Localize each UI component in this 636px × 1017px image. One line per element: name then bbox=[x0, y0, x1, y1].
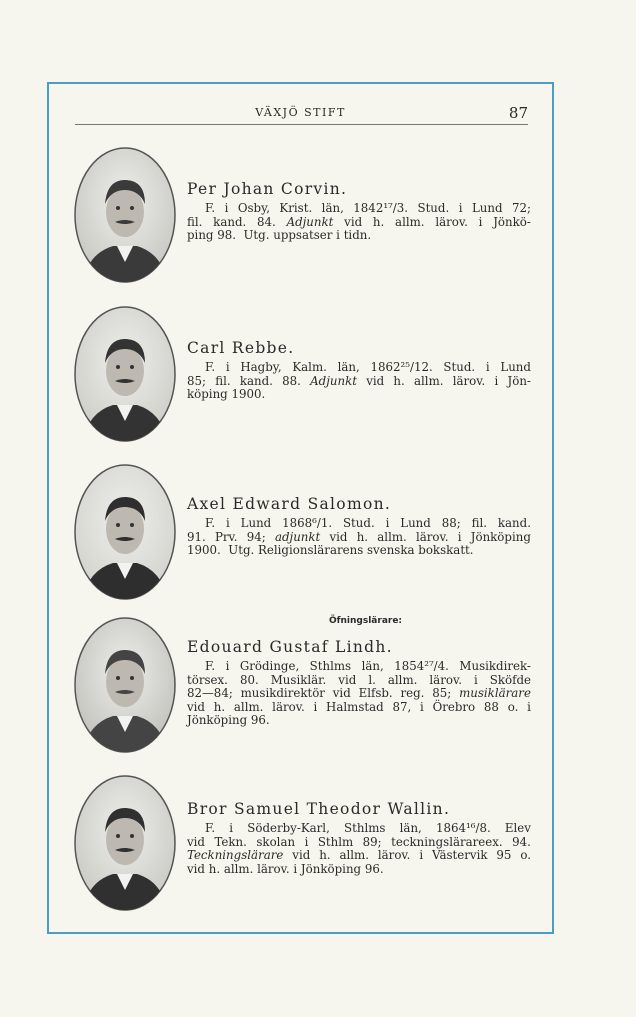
word: Lund bbox=[400, 516, 431, 530]
word: F. bbox=[205, 516, 216, 530]
word: i bbox=[304, 834, 309, 849]
word: 1854²⁷/4. bbox=[394, 659, 449, 673]
biography-line bbox=[187, 202, 531, 216]
word: Halmstad bbox=[326, 699, 384, 714]
word: 88; bbox=[441, 516, 461, 530]
word: reg. bbox=[400, 686, 425, 701]
page-number: 87 bbox=[508, 104, 528, 122]
word: allm. bbox=[387, 672, 418, 687]
word: allm. bbox=[377, 529, 407, 544]
word: Jönkö- bbox=[493, 214, 531, 229]
word: kand. bbox=[497, 516, 531, 530]
word: allm. bbox=[339, 848, 369, 863]
running-header bbox=[49, 104, 552, 122]
word: 87, bbox=[392, 699, 412, 714]
biography-line bbox=[187, 687, 531, 701]
word: Osby, bbox=[237, 201, 270, 215]
word: 94. bbox=[512, 834, 531, 849]
word: Stud. bbox=[443, 360, 476, 374]
word: i bbox=[485, 360, 490, 374]
word: 94; bbox=[246, 529, 266, 544]
word: län, bbox=[361, 659, 384, 673]
word: Lund bbox=[471, 201, 503, 215]
text-segment: Jönköping 96. bbox=[187, 713, 270, 728]
word: törsex. bbox=[187, 672, 228, 687]
word: i bbox=[473, 672, 478, 687]
word: 95 bbox=[496, 848, 512, 863]
word: F. bbox=[205, 201, 216, 215]
word: 80. bbox=[239, 672, 259, 687]
word: i bbox=[313, 699, 318, 714]
word: allm. bbox=[233, 699, 264, 714]
word: h. bbox=[372, 214, 385, 229]
page-frame bbox=[47, 82, 554, 934]
biography-line bbox=[187, 229, 531, 243]
word: i bbox=[385, 516, 390, 530]
word: Krist. bbox=[279, 201, 313, 215]
word: i bbox=[225, 360, 230, 374]
word: lärov. bbox=[415, 529, 449, 544]
word: i bbox=[457, 529, 462, 544]
portrait-photo bbox=[73, 146, 177, 284]
word: lärov. bbox=[377, 848, 411, 863]
word: 88 bbox=[483, 699, 499, 714]
word: Adjunkt bbox=[286, 214, 334, 229]
biography-line bbox=[187, 216, 531, 230]
word: Musiklär. bbox=[270, 672, 327, 687]
biography-line bbox=[187, 822, 531, 836]
word: h. bbox=[213, 699, 226, 714]
word: län, bbox=[399, 821, 422, 835]
word: 85; bbox=[187, 373, 206, 388]
word: Kalm. bbox=[292, 360, 327, 374]
word: Tekn. bbox=[214, 834, 247, 849]
header-rule bbox=[75, 124, 528, 125]
biography-entry bbox=[187, 638, 531, 728]
text-segment: 1900. Utg. Religionslärarens svenska bokskatt. bbox=[187, 543, 474, 558]
word: l. bbox=[368, 672, 376, 687]
person-name: Carl Rebbe. bbox=[187, 339, 295, 357]
word: i bbox=[494, 373, 499, 388]
biography-line bbox=[187, 375, 531, 389]
word: vid bbox=[329, 529, 348, 544]
word: allm. bbox=[395, 214, 425, 229]
word: vid bbox=[332, 686, 351, 701]
word: Elev bbox=[504, 821, 531, 835]
word: Stud. bbox=[417, 201, 450, 215]
word: musiklärare bbox=[459, 686, 531, 701]
word: Adjunkt bbox=[310, 373, 357, 388]
portrait-photo bbox=[73, 305, 177, 443]
word: 84. bbox=[257, 214, 276, 229]
biography-entry bbox=[187, 339, 531, 402]
word: kand. bbox=[239, 373, 273, 388]
word: vid bbox=[187, 834, 205, 849]
word: i bbox=[225, 659, 230, 673]
word: 85; bbox=[432, 686, 452, 701]
biography-line bbox=[187, 849, 531, 863]
word: lärov. bbox=[272, 699, 305, 714]
word: Lund bbox=[240, 516, 272, 530]
word: vid bbox=[338, 672, 357, 687]
word: Örebro bbox=[432, 699, 476, 714]
word: skolan bbox=[256, 834, 296, 849]
word: Stud. bbox=[342, 516, 375, 530]
word: 88. bbox=[282, 373, 301, 388]
word: i bbox=[458, 201, 463, 215]
word: vid bbox=[366, 373, 385, 388]
biography-entry bbox=[187, 495, 531, 558]
text-segment: köping 1900. bbox=[187, 387, 266, 402]
biography-line bbox=[187, 660, 531, 674]
word: fil. bbox=[187, 214, 203, 229]
portrait-photo bbox=[73, 616, 177, 754]
word: Sköfde bbox=[489, 672, 531, 687]
word: 1862²⁵/12. bbox=[370, 360, 433, 374]
word: i bbox=[527, 699, 531, 714]
word: Grödinge, bbox=[239, 659, 300, 673]
word: lärov. bbox=[429, 672, 462, 687]
biography-line bbox=[187, 388, 531, 402]
word: musikdirektör bbox=[240, 686, 325, 701]
portrait-photo bbox=[73, 463, 177, 601]
word: o. bbox=[520, 848, 531, 863]
word: Sthlm bbox=[317, 834, 354, 849]
word: 1868⁶/1. bbox=[282, 516, 333, 530]
word: F. bbox=[205, 821, 216, 835]
biography-line bbox=[187, 544, 531, 558]
biography-line bbox=[187, 531, 531, 545]
word: h. bbox=[356, 529, 369, 544]
word: h. bbox=[319, 848, 331, 863]
word: adjunkt bbox=[274, 529, 321, 544]
word: vid bbox=[292, 848, 311, 863]
word: län, bbox=[321, 201, 344, 215]
biography-line bbox=[187, 361, 531, 375]
word: i bbox=[225, 516, 230, 530]
word: 89; bbox=[362, 834, 382, 849]
biography-line bbox=[187, 674, 531, 688]
word: Sthlms bbox=[309, 659, 352, 673]
word: 82—84; bbox=[187, 686, 233, 701]
word: i bbox=[224, 201, 229, 215]
biography-line bbox=[187, 701, 531, 715]
word: Elfsb. bbox=[358, 686, 393, 701]
word: 1842¹⁷/3. bbox=[353, 201, 409, 215]
section-heading: Öfningslärare: bbox=[328, 616, 403, 626]
word: län, bbox=[337, 360, 360, 374]
word: Lund bbox=[500, 360, 531, 374]
word: Söderby-Karl, bbox=[247, 821, 330, 835]
person-name: Per Johan Corvin. bbox=[187, 180, 348, 198]
word: h. bbox=[393, 373, 405, 388]
text-segment: ping 98. Utg. uppsatser i tidn. bbox=[187, 228, 372, 243]
word: 1864¹⁶/8. bbox=[436, 821, 491, 835]
word: Prv. bbox=[214, 529, 238, 544]
word: fil. bbox=[215, 373, 231, 388]
word: Jön- bbox=[507, 373, 531, 388]
word: 91. bbox=[187, 529, 206, 544]
word: F. bbox=[205, 360, 216, 374]
word: Västervik bbox=[432, 848, 488, 863]
word: vid bbox=[187, 699, 205, 714]
word: i bbox=[478, 214, 483, 229]
word: i bbox=[420, 699, 424, 714]
word: Teckningslärare bbox=[187, 848, 284, 863]
word: allm. bbox=[413, 373, 444, 388]
text-segment: vid h. allm. lärov. i Jönköping 96. bbox=[187, 861, 384, 876]
word: lärov. bbox=[452, 373, 486, 388]
biography-line bbox=[187, 863, 531, 877]
biography-line bbox=[187, 517, 531, 531]
biography-line bbox=[187, 714, 531, 728]
word: lärov. bbox=[435, 214, 468, 229]
word: o. bbox=[507, 699, 519, 714]
word: kand. bbox=[213, 214, 247, 229]
running-title: VÄXJÖ STIFT bbox=[255, 106, 346, 119]
word: teckningslärareex. bbox=[391, 834, 503, 849]
word: fil. bbox=[471, 516, 487, 530]
word: Hagby, bbox=[240, 360, 282, 374]
word: Musikdirek- bbox=[459, 659, 531, 673]
word: 72; bbox=[512, 201, 531, 215]
biography-entry bbox=[187, 800, 531, 876]
word: Jönköping bbox=[470, 529, 531, 544]
portrait-photo bbox=[73, 774, 177, 912]
person-name: Axel Edward Salomon. bbox=[187, 495, 392, 513]
word: i bbox=[229, 821, 234, 835]
biography-entry bbox=[187, 180, 531, 243]
word: vid bbox=[344, 214, 363, 229]
biography-line bbox=[187, 836, 531, 850]
word: i bbox=[419, 848, 424, 863]
person-name: Bror Samuel Theodor Wallin. bbox=[187, 800, 451, 818]
person-name: Edouard Gustaf Lindh. bbox=[187, 638, 393, 656]
word: Sthlms bbox=[344, 821, 386, 835]
word: F. bbox=[205, 659, 216, 673]
